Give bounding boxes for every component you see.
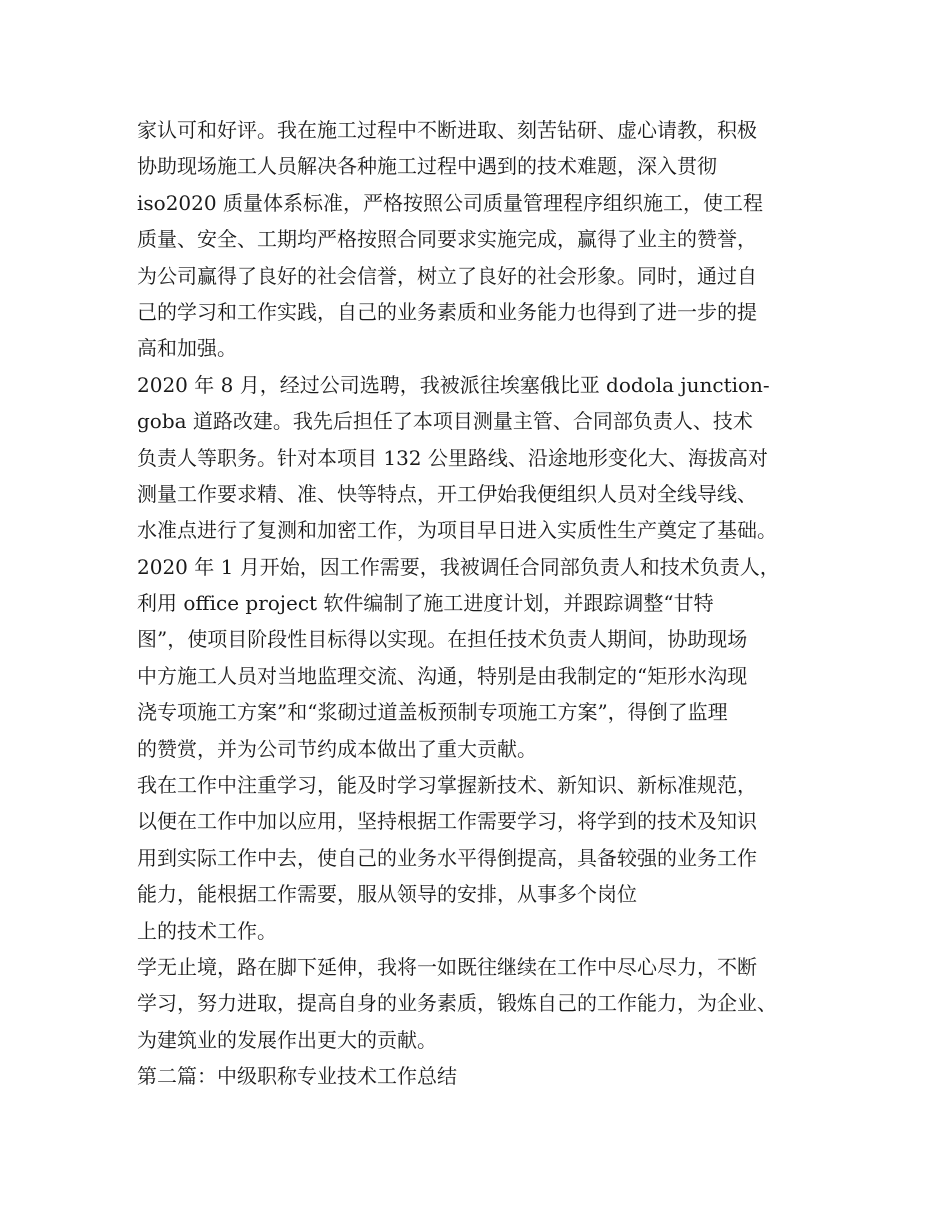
text-line: 的赞赏，并为公司节约成本做出了重大贡献。 <box>137 736 537 761</box>
text-line: 家认可和好评。我在施工过程中不断进取、刻苦钻研、虚心请教，积极 <box>137 118 757 142</box>
text-line: 图”，使项目阶段性目标得以实现。在担任技术负责人期间，协助现场 <box>137 627 748 652</box>
text-line: 水准点进行了复测和加密工作，为项目早日进入实质性生产奠定了基础。 <box>137 518 777 543</box>
document-page <box>137 112 827 1095</box>
text-line: 浇专项施工方案”和“浆砌过道盖板预制专项施工方案”，得倒了监理 <box>137 700 728 725</box>
text-line: 2020 年 1 月开始，因工作需要，我被调任合同部负责人和技术负责人， <box>137 554 780 579</box>
text-line: 以便在工作中加以应用，坚持根据工作需要学习，将学到的技术及知识 <box>137 809 757 834</box>
text-line: goba 道路改建。我先后担任了本项目测量主管、合同部负责人、技术 <box>137 409 753 434</box>
text-line: 己的学习和工作实践，自己的业务素质和业务能力也得到了进一步的提 <box>137 299 757 324</box>
text-line: 为建筑业的发展作出更大的贡献。 <box>137 1027 437 1052</box>
text-line: 协助现场施工人员解决各种施工过程中遇到的技术难题，深入贯彻 <box>137 154 717 179</box>
text-line: 上的技术工作。 <box>137 918 277 943</box>
text-line: 能力，能根据工作需要，服从领导的安排，从事多个岗位 <box>137 882 637 907</box>
text-line: 质量、安全、工期均严格按照合同要求实施完成，赢得了业主的赞誉， <box>137 227 757 252</box>
text-line: 负责人等职务。针对本项目 132 公里路线、沿途地形变化大、海拔高对 <box>137 445 768 470</box>
text-line: 2020 年 8 月，经过公司选聘，我被派往埃塞俄比亚 dodola junction- <box>137 372 770 397</box>
text-line: 我在工作中注重学习，能及时学习掌握新技术、新知识、新标准规范， <box>137 773 757 798</box>
text-line: 高和加强。 <box>137 336 237 361</box>
text-line: 中方施工人员对当地监理交流、沟通，特别是由我制定的“矩形水沟现 <box>137 663 748 688</box>
text-line: 为公司赢得了良好的社会信誉，树立了良好的社会形象。同时，通过自 <box>137 263 757 288</box>
text-line: 利用 office project 软件编制了施工进度计划，并跟踪调整“甘特 <box>137 591 714 616</box>
text-line: 用到实际工作中去，使自己的业务水平得倒提高，具备较强的业务工作 <box>137 845 757 870</box>
text-line: 学无止境，路在脚下延伸，我将一如既往继续在工作中尽心尽力，不断 <box>137 954 757 979</box>
text-line: 学习，努力进取，提高自身的业务素质，锻炼自己的工作能力，为企业、 <box>137 991 777 1016</box>
text-line: iso2020 质量体系标准，严格按照公司质量管理程序组织施工，使工程 <box>137 190 763 215</box>
section-heading: 第二篇：中级职称专业技术工作总结 <box>137 1064 457 1089</box>
text-line: 测量工作要求精、准、快等特点，开工伊始我便组织人员对全线导线、 <box>137 481 757 506</box>
